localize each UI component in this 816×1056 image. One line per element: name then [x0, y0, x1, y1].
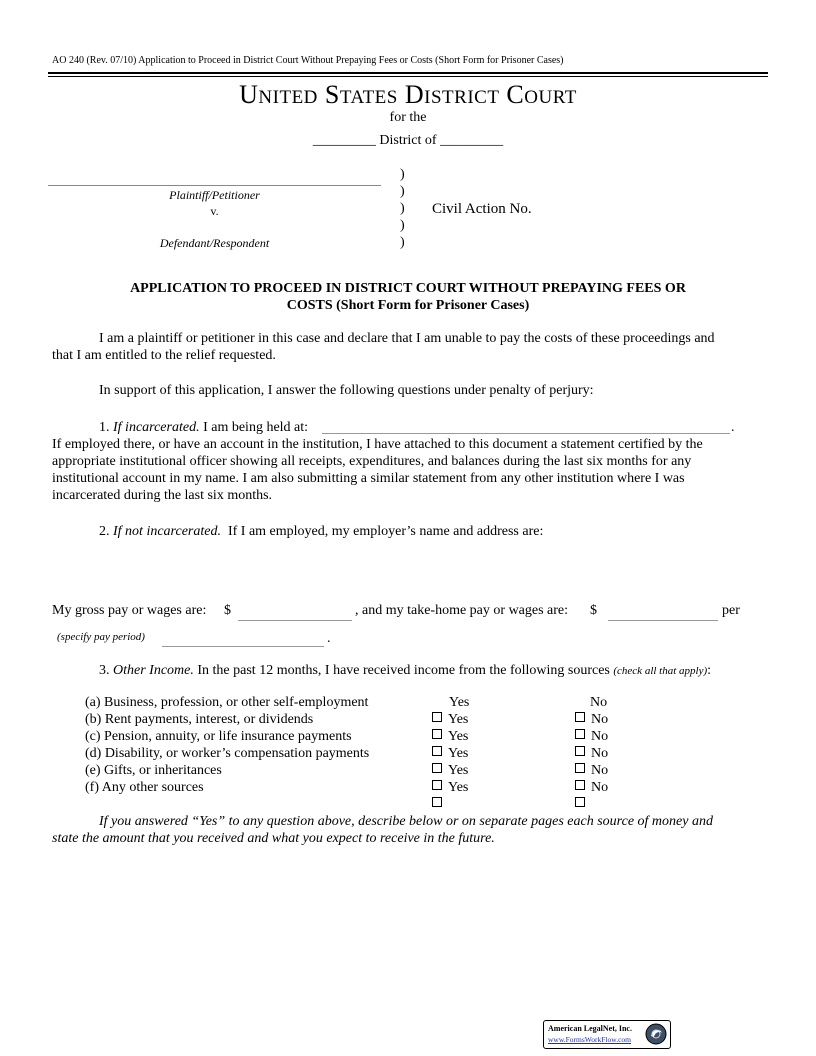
institution-field[interactable] [322, 433, 730, 434]
yes-row: Yes [432, 728, 468, 745]
no-row: No [575, 779, 608, 796]
yes-row: Yes [432, 711, 468, 728]
closing-line-1: If you answered “Yes” to any question above, describe below or on separate pages each source of money and [99, 814, 713, 829]
court-word-3: DISTRICT [404, 80, 500, 109]
district-field[interactable]: _________ District of _________ [312, 133, 504, 148]
dollar-sign: $ [224, 603, 231, 618]
q2-heading: 2. If not incarcerated. If I am employed, my employer’s name and address are: [99, 524, 544, 539]
gross-pay-field[interactable] [238, 620, 352, 621]
no-row: No [575, 745, 608, 762]
q1-line-2: appropriate institutional officer showing all receipts, expenditures, and balances during the last six months for any [52, 454, 692, 469]
q3-note: (check all that apply) [613, 665, 708, 677]
gross-pay-label: My gross pay or wages are: [52, 603, 207, 618]
checkbox-no-a[interactable] [575, 712, 585, 722]
q3-lead: Other Income. [113, 663, 194, 678]
dollar-sign: $ [590, 603, 597, 618]
title-line-2: COSTS (Short Form for Prisoner Cases) [286, 298, 530, 313]
form-header [52, 55, 564, 66]
no-row: No [575, 728, 608, 745]
for-the: for the [389, 110, 427, 125]
q1-line-4: incarcerated during the last six months. [52, 488, 273, 503]
no-label: No [590, 695, 608, 710]
caption-paren: ) [400, 167, 405, 182]
court-name [0, 80, 816, 110]
q1-line-1: If employed there, or have an account in the institution, I have attached to this document a statement certified by the [52, 437, 703, 452]
q1-dot: . [731, 420, 735, 435]
civil-action-field[interactable]: Civil Action No. [432, 201, 532, 217]
closing-line-2: state the amount that you received and what you expect to receive in the future. [52, 831, 495, 846]
income-item-e: (e) Gifts, or inheritances [85, 763, 222, 778]
application-title [80, 280, 736, 314]
pay-period-field[interactable] [162, 646, 324, 647]
checkbox-no-f[interactable] [575, 797, 585, 807]
pay-period-dot: . [327, 631, 331, 646]
globe-icon [645, 1023, 667, 1045]
checkbox-yes-b[interactable] [432, 729, 442, 739]
no-row [575, 796, 591, 813]
title-line-1: APPLICATION TO PROCEED IN DISTRICT COURT WITHOUT PREPAYING FEES OR [130, 281, 686, 296]
header-rule-thick [48, 72, 768, 74]
caption-paren: ) [400, 184, 405, 199]
plaintiff-name-field[interactable] [48, 185, 381, 186]
checkbox-yes-a[interactable] [432, 712, 442, 722]
yes-row: Yes [432, 762, 468, 779]
yes-row [432, 796, 448, 813]
caption-paren: ) [400, 218, 405, 233]
plaintiff-label: Plaintiff/Petitioner [169, 188, 260, 202]
court-word-1: UNITED [239, 80, 318, 109]
q1-lead: If incarcerated. [113, 420, 200, 435]
takehome-pay-field[interactable] [608, 620, 718, 621]
takehome-label: , and my take-home pay or wages are: [355, 603, 569, 618]
checkbox-no-c[interactable] [575, 746, 585, 756]
income-item-f: (f) Any other sources [85, 780, 204, 795]
versus-label: v. [210, 204, 219, 218]
income-item-b: (b) Rent payments, interest, or dividends [85, 712, 314, 727]
checkbox-yes-c[interactable] [432, 746, 442, 756]
q2-text: If I am employed, my employer’s name and address are: [227, 524, 544, 539]
logo-company: American LegalNet, Inc. [548, 1024, 632, 1033]
checkbox-no-b[interactable] [575, 729, 585, 739]
caption-paren: ) [400, 235, 405, 250]
intro-line-2: that I am entitled to the relief requested. [52, 348, 276, 363]
no-row: No [575, 762, 608, 779]
logo-url[interactable]: www.FormsWorkFlow.com [548, 1035, 632, 1044]
court-word-4: COURT [506, 80, 577, 109]
yes-label: Yes [449, 695, 470, 710]
intro-line-1: I am a plaintiff or petitioner in this case and declare that I am unable to pay the costs of these proceedings and [99, 331, 715, 346]
q1-text: I am being held at: [203, 420, 309, 435]
checkbox-yes-e[interactable] [432, 780, 442, 790]
q2-lead: If not incarcerated. [113, 524, 221, 539]
income-item-a: (a) Business, profession, or other self-employment [85, 695, 369, 710]
defendant-label: Defendant/Respondent [159, 236, 270, 250]
checkbox-yes-d[interactable] [432, 763, 442, 773]
form-header-title: Application to Proceed in District Court Without Prepaying Fees or Costs (Short Form for Prisoner Cases) [138, 55, 564, 66]
header-rule-thin [48, 76, 768, 77]
checkbox-no-e[interactable] [575, 780, 585, 790]
form-id: AO 240 (Rev. 07/10) [52, 55, 137, 66]
yes-row: Yes [432, 779, 468, 796]
income-item-d: (d) Disability, or worker’s compensation payments [85, 746, 370, 761]
caption-paren: ) [400, 201, 405, 216]
court-word-2: STATES [324, 80, 398, 109]
q1-heading: 1. If incarcerated. I am being held at: [99, 420, 309, 435]
per-label: per [722, 603, 740, 618]
q3-text: In the past 12 months, I have received income from the following sources [197, 663, 610, 678]
q1-line-3: institutional account in my name. I am also submitting a similar statement from any other institution where I was [52, 471, 685, 486]
yes-row: Yes [432, 745, 468, 762]
income-item-c: (c) Pension, annuity, or life insurance payments [85, 729, 352, 744]
checkbox-no-d[interactable] [575, 763, 585, 773]
no-row: No [575, 711, 608, 728]
legalnet-logo [543, 1020, 671, 1049]
q3-heading: 3. Other Income. In the past 12 months, I have received income from the following sources (check all that apply): [99, 663, 712, 678]
intro-support: In support of this application, I answer the following questions under penalty of perjury: [99, 383, 594, 398]
pay-period-label: (specify pay period) [57, 631, 145, 643]
checkbox-yes-f[interactable] [432, 797, 442, 807]
